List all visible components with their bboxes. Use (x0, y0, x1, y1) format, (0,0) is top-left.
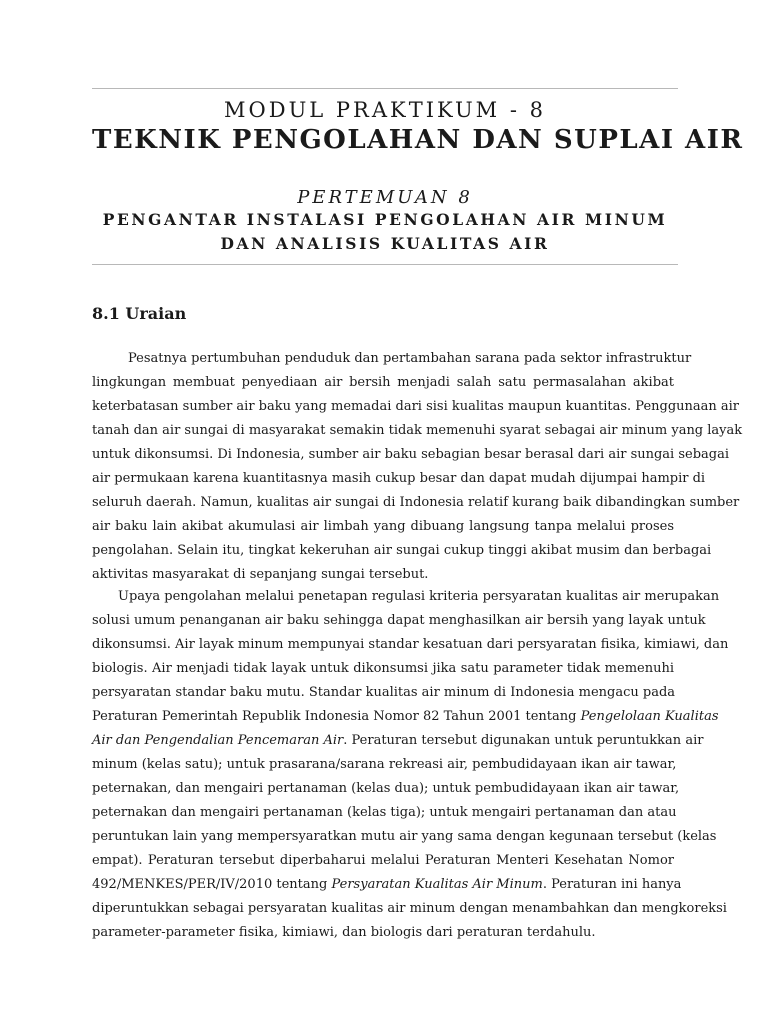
paragraph1-line: seluruh daerah. Namun, kualitas air sungai di Indonesia relatif kurang baik dibandingkan sumber (92, 495, 740, 510)
regulation-text: . Peraturan tersebut digunakan untuk peruntukkan air (343, 733, 704, 748)
paragraph2-line: minum (kelas satu); untuk prasarana/sarana rekreasi air, pembudidayaan ikan air tawar, (92, 757, 677, 772)
paragraph2-line (92, 729, 704, 753)
regulation-title-italic: Air dan Pengendalian Pencemaran Air (92, 733, 344, 748)
paragraph2-line: persyaratan standar baku mutu. Standar kualitas air minum di Indonesia mengacu pada (92, 685, 676, 700)
paragraph1-line: air baku lain akibat akumulasi air limbah yang dibuang langsung tanpa melalui proses (92, 519, 674, 534)
paragraph2-line: parameter-parameter fisika, kimiawi, dan biologis dari peraturan terdahulu. (92, 925, 596, 940)
module-title: MODUL PRAKTIKUM - 8 (224, 98, 546, 122)
paragraph1-line: keterbatasan sumber air baku yang memadai dari sisi kualitas maupun kuantitas. Penggunaan air (92, 399, 740, 414)
paragraph1-line: Pesatnya pertumbuhan penduduk dan pertambahan sarana pada sektor infrastruktur (128, 351, 692, 366)
regulation-text: 492/MENKES/PER/IV/2010 tentang (92, 877, 328, 892)
paragraph1-line: air permukaan karena kuantitasnya masih cukup besar dan dapat mudah dijumpai hampir di (92, 471, 706, 486)
paragraph2-line: diperuntukkan sebagai persyaratan kualitas air minum dengan menambahkan dan mengkoreksi (92, 901, 727, 916)
paragraph2-line (92, 705, 719, 729)
paragraph1-line: aktivitas masyarakat di sepanjang sungai tersebut. (92, 567, 429, 582)
top-divider (92, 88, 678, 89)
section-heading: 8.1 Uraian (92, 304, 187, 323)
paragraph2-line: Upaya pengolahan melalui penetapan regulasi kriteria persyaratan kualitas air merupakan (118, 589, 720, 604)
paragraph1-line: pengolahan. Selain itu, tingkat kekeruhan air sungai cukup tinggi akibat musim dan berbagai (92, 543, 712, 558)
paragraph1-line: untuk dikonsumsi. Di Indonesia, sumber air baku sebagian besar berasal dari air sungai sebagai (92, 447, 730, 462)
regulation-text: Peraturan Pemerintah Republik Indonesia Nomor 82 Tahun 2001 tentang (92, 709, 577, 724)
regulation-title-italic: Persyaratan Kualitas Air Minum (331, 877, 543, 892)
paragraph2-line: dikonsumsi. Air layak minum mempunyai standar kesatuan dari persyaratan fisika, kimiawi, dan (92, 637, 729, 652)
paragraph2-line: peruntukan lain yang mempersyaratkan mutu air yang sama dengan kegunaan tersebut (kelas (92, 829, 717, 844)
paragraph2-line: empat). Peraturan tersebut diperbaharui melalui Peraturan Menteri Kesehatan Nomor (92, 853, 674, 868)
regulation-title-italic: Pengelolaan Kualitas (580, 709, 719, 724)
bottom-divider (92, 264, 678, 265)
paragraph2-line: biologis. Air menjadi tidak layak untuk dikonsumsi jika satu parameter tidak memenuhi (92, 661, 674, 676)
regulation-text: . Peraturan ini hanya (542, 877, 682, 892)
paragraph2-line (92, 873, 682, 897)
paragraph2-line: peternakan, dan mengairi pertanaman (kelas dua); untuk pembudidayaan ikan air tawar, (92, 781, 680, 796)
paragraph1-line: tanah dan air sungai di masyarakat semakin tidak memenuhi syarat sebagai air minum yang layak (92, 423, 743, 438)
paragraph2-line: solusi umum penanganan air baku sehingga dapat menghasilkan air bersih yang layak untuk (92, 613, 706, 628)
subtitle-line-2: DAN ANALISIS KUALITAS AIR (220, 234, 550, 253)
meeting-label: PERTEMUAN 8 (297, 187, 473, 208)
paragraph2-line: peternakan dan mengairi pertanaman (kelas tiga); untuk mengairi pertanaman dan atau (92, 805, 677, 820)
paragraph1-line: lingkungan membuat penyediaan air bersih menjadi salah satu permasalahan akibat (92, 375, 674, 390)
main-title: TEKNIK PENGOLAHAN DAN SUPLAI AIR (92, 125, 744, 155)
subtitle-line-1: PENGANTAR INSTALASI PENGOLAHAN AIR MINUM (102, 210, 668, 229)
